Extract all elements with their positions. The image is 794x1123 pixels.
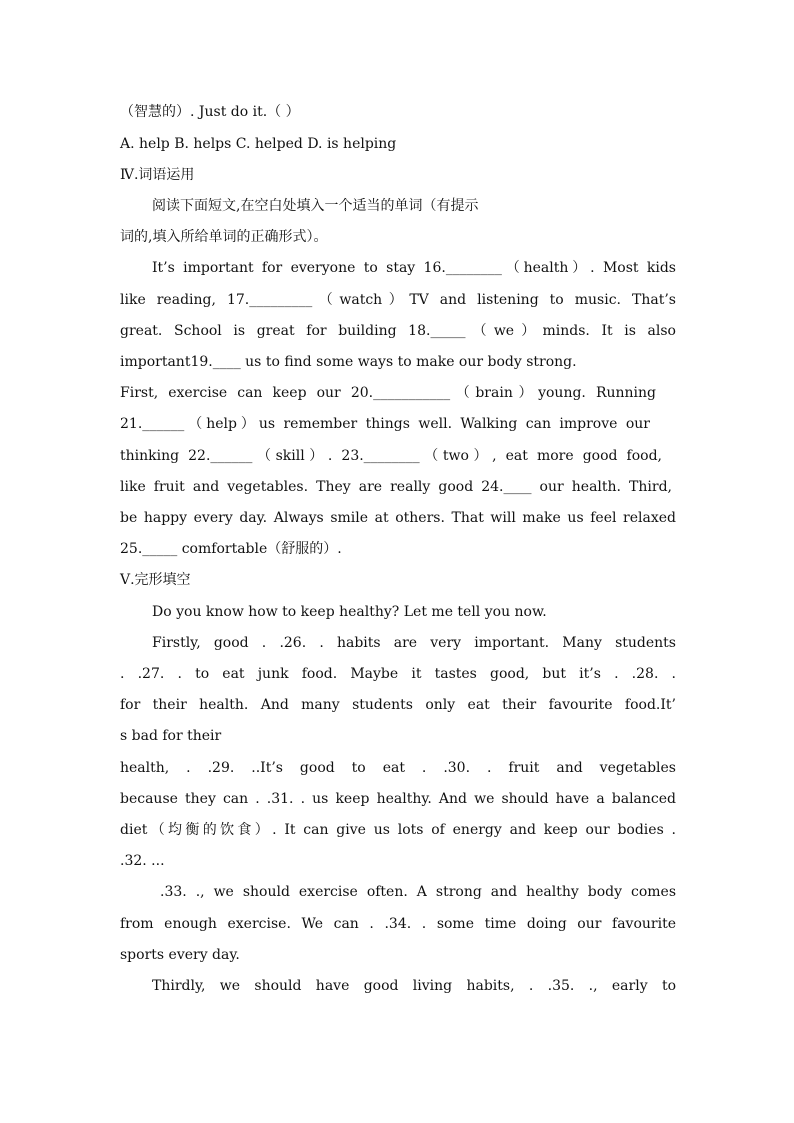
passage-line: like fruit and vegetables. They are really good 24.____ our health. Third, — [120, 479, 672, 495]
passage-line: thinking 22.______（skill）. 23.________（two）, eat more good food, — [120, 448, 662, 464]
cloze-line: .33. ., we should exercise often. A strong and healthy body comes — [160, 884, 676, 900]
section-heading: Ⅴ.完形填空 — [120, 572, 191, 588]
passage-line: 21.______（help）us remember things well. Walking can improve our — [120, 416, 650, 432]
cloze-line: . .27. . to eat junk food. Maybe it tastes good, but it’s . .28. . — [120, 666, 676, 682]
options-line: A. help B. helps C. helped D. is helping — [120, 136, 397, 152]
cloze-line: Thirdly, we should have good living habits, . .35. ., early to — [152, 978, 676, 994]
cloze-line: .32. ... — [120, 853, 165, 869]
text-line: （智慧的）. Just do it.（ ） — [120, 104, 300, 120]
cloze-line: health, . .29. ..It’s good to eat . .30. . fruit and vegetables — [120, 760, 676, 776]
cloze-line: Do you know how to keep healthy? Let me tell you now. — [152, 604, 547, 620]
instruction-line: 词的,填入所给单词的正确形式）。 — [120, 229, 328, 245]
passage-line: It’s important for everyone to stay 16.________（health）. Most kids — [152, 260, 676, 276]
passage-line: 25._____ comfortable（舒服的）. — [120, 541, 342, 557]
passage-line: First, exercise can keep our 20.___________（brain）young. Running — [120, 385, 656, 401]
passage-line: important19.____ us to find some ways to make our body strong. — [120, 354, 577, 370]
passage-line: be happy every day. Always smile at others. That will make us feel relaxed — [120, 510, 676, 526]
cloze-line: sports every day. — [120, 947, 240, 963]
cloze-line: diet（均衡的饮食）. It can give us lots of energy and keep our bodies . — [120, 822, 676, 838]
cloze-line: from enough exercise. We can . .34. . some time doing our favourite — [120, 916, 676, 932]
passage-line: great. School is great for building 18._____（we）minds. It is also — [120, 323, 676, 339]
section-heading: Ⅳ.词语运用 — [120, 167, 195, 183]
instruction-line: 阅读下面短文,在空白处填入一个适当的单词（有提示 — [152, 198, 479, 214]
cloze-line: s bad for their — [120, 728, 222, 744]
cloze-line: for their health. And many students only eat their favourite food.It’ — [120, 697, 676, 713]
cloze-line: because they can . .31. . us keep healthy. And we should have a balanced — [120, 791, 676, 807]
passage-line: like reading, 17._________（watch）TV and listening to music. That’s — [120, 292, 676, 308]
cloze-line: Firstly, good . .26. . habits are very important. Many students — [152, 635, 676, 651]
